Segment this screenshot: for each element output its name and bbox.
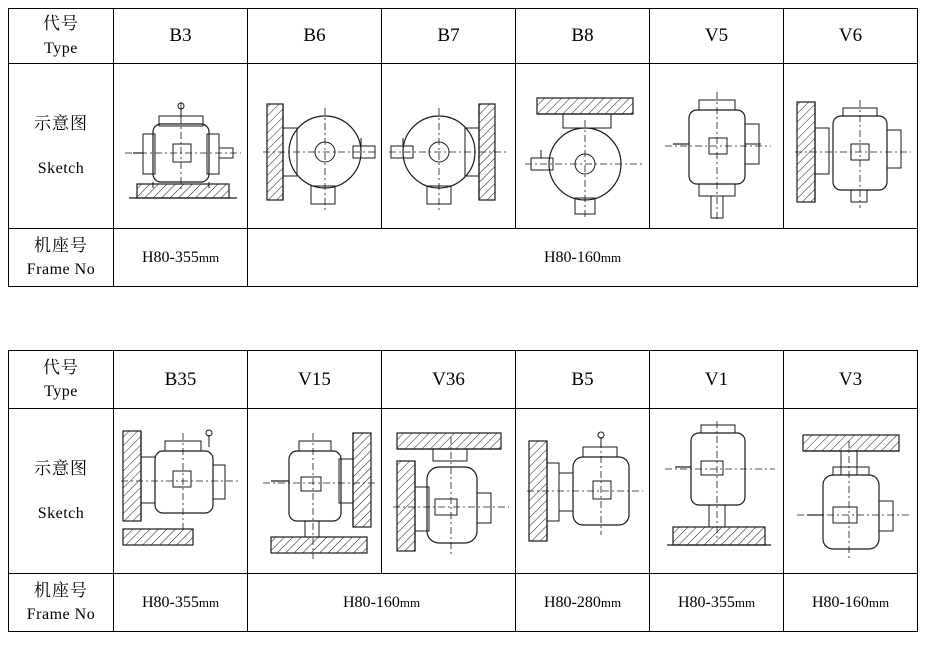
type-b6: B6 — [248, 9, 382, 64]
frame-no-value — [650, 574, 784, 632]
frame-no-range: H80-160 — [543, 248, 601, 266]
frame-no-value — [248, 229, 918, 287]
sketch-b6 — [248, 64, 382, 229]
type-b7: B7 — [382, 9, 516, 64]
table-row — [9, 9, 918, 64]
table-top — [8, 8, 918, 287]
sketch-b35 — [114, 409, 248, 574]
type-v6: V6 — [784, 9, 918, 64]
frame-no-unit: mm — [399, 594, 421, 610]
frame-no-unit: mm — [600, 594, 622, 610]
table-row — [9, 351, 918, 409]
frame-no-value — [114, 574, 248, 632]
sketch-b3 — [114, 64, 248, 229]
type-v5: V5 — [650, 9, 784, 64]
row-label-frame-no: 机座号 Frame No — [9, 574, 114, 632]
type-v3: V3 — [784, 351, 918, 409]
frame-no-range: H80-280 — [543, 593, 601, 611]
sketch-v36 — [382, 409, 516, 574]
type-v1: V1 — [650, 351, 784, 409]
frame-no-range: H80-355 — [141, 593, 199, 611]
type-v15: V15 — [248, 351, 382, 409]
table-row — [9, 574, 918, 632]
type-v36: V36 — [382, 351, 516, 409]
frame-no-value — [114, 229, 248, 287]
frame-no-unit: mm — [198, 249, 220, 265]
table-row — [9, 229, 918, 287]
frame-no-range: H80-160 — [342, 593, 400, 611]
sketch-v1 — [650, 409, 784, 574]
frame-no-value — [784, 574, 918, 632]
type-b35: B35 — [114, 351, 248, 409]
row-label-frame-no: 机座号 Frame No — [9, 229, 114, 287]
frame-no-value — [248, 574, 516, 632]
sketch-b5 — [516, 409, 650, 574]
sketch-v5 — [650, 64, 784, 229]
frame-no-unit: mm — [868, 594, 890, 610]
sketch-b8 — [516, 64, 650, 229]
sketch-v6 — [784, 64, 918, 229]
frame-no-unit: mm — [600, 249, 622, 265]
frame-no-range: H80-355 — [677, 593, 735, 611]
table-row — [9, 409, 918, 574]
sketch-b7 — [382, 64, 516, 229]
sketch-v3 — [784, 409, 918, 574]
row-label-sketch: 示意图 Sketch — [9, 409, 114, 574]
frame-no-value — [516, 574, 650, 632]
type-b3: B3 — [114, 9, 248, 64]
sketch-v15 — [248, 409, 382, 574]
table-bottom — [8, 350, 918, 632]
frame-no-range: H80-355 — [141, 248, 199, 266]
table-row — [9, 64, 918, 229]
row-label-type: 代号 Type — [9, 351, 114, 409]
row-label-sketch: 示意图 Sketch — [9, 64, 114, 229]
frame-no-unit: mm — [198, 594, 220, 610]
frame-no-range: H80-160 — [811, 593, 869, 611]
type-b5: B5 — [516, 351, 650, 409]
row-label-type: 代号 Type — [9, 9, 114, 64]
frame-no-unit: mm — [734, 594, 756, 610]
type-b8: B8 — [516, 9, 650, 64]
